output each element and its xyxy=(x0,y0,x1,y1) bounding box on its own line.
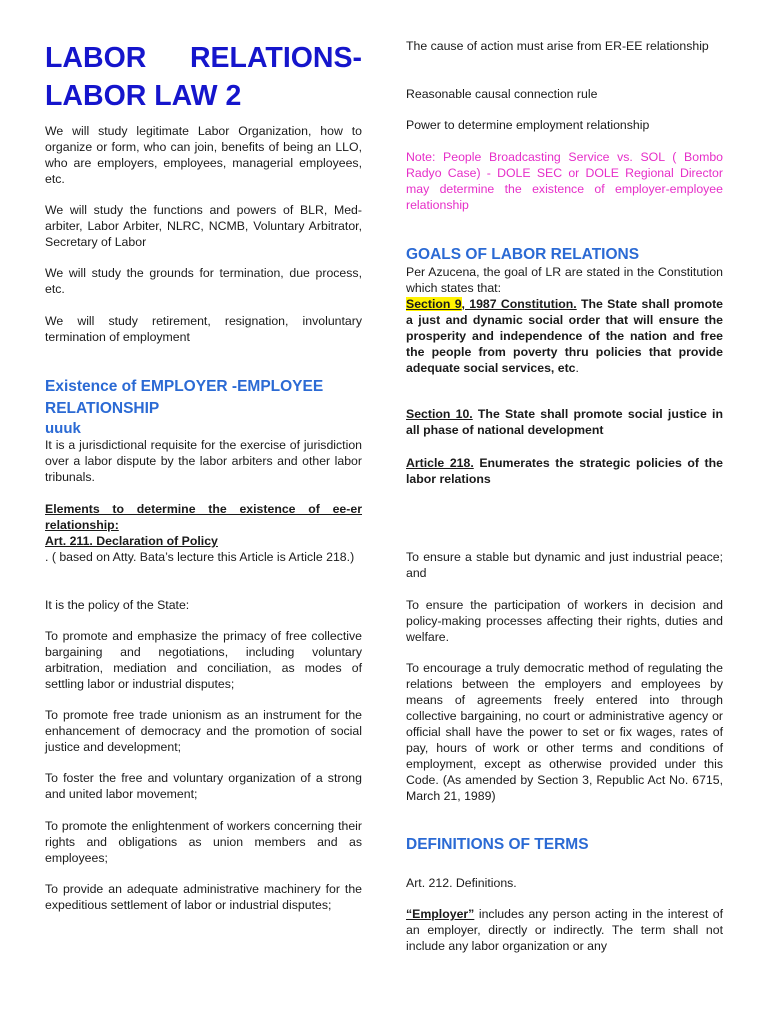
section-9-end: . xyxy=(575,361,579,375)
right-policy-2: To ensure the participation of workers in decision and policy-making processes affecting their rights, duties and welfare. xyxy=(406,598,723,644)
section-9-label: Section 9 xyxy=(406,297,462,311)
document-title xyxy=(45,39,362,115)
section-9-text: The State shall promote a just and dynamic social order that will ensure the prosperity and independence of the nation and free the people from poverty thru policies that provide adequate social services, etc xyxy=(406,297,724,375)
art-211-note: . ( based on Atty. Bata’s lecture this Article is Article 218.) xyxy=(45,550,355,564)
causal-connection-rule: Reasonable causal connection rule xyxy=(406,87,598,101)
left-policy-5: To provide an adequate administrative machinery for the expeditious settlement of labor or industrial disputes; xyxy=(45,882,362,912)
article-218-text: Enumerates the strategic policies of the labor relations xyxy=(406,456,723,486)
employer-definition xyxy=(406,906,723,954)
elements-heading: Elements to determine the existence of ee-er relationship: xyxy=(45,502,362,532)
right-policy-1: To ensure a stable but dynamic and just industrial peace; and xyxy=(406,550,723,580)
note-bombo-radyo: Note: People Broadcasting Service vs. SOL ( Bombo Radyo Case) - DOLE SEC or DOLE Regional Director may determine the existence of employer-employee relationship xyxy=(406,150,723,212)
section-9-suffix: , 1987 Constitution. xyxy=(461,297,577,311)
intro-paragraph-2: We will study the functions and powers of BLR, Med-arbiter, Labor Arbiter, NLRC, NCMB, Voluntary Arbitrator, Secretary of Labor xyxy=(45,203,362,249)
heading-existence: Existence of EMPLOYER -EMPLOYEE RELATIONSHIP xyxy=(45,378,324,417)
title-line-2: LABOR LAW 2 xyxy=(45,80,242,112)
employer-text: includes any person acting in the interest of an employer, directly or indirectly. The term shall not include any labor organization or any xyxy=(406,907,723,953)
section-10-paragraph xyxy=(406,406,723,438)
section-10-label: Section 10. xyxy=(406,407,473,421)
heading-definitions: DEFINITIONS OF TERMS xyxy=(406,836,589,853)
intro-paragraph-3: We will study the grounds for termination, due process, etc. xyxy=(45,266,362,296)
heading-uuuk: uuuk xyxy=(45,420,81,437)
intro-paragraph-1: We will study legitimate Labor Organization, how to organize or form, who can join, benefits of being an LLO, who are employers, employees, managerial employees, etc. xyxy=(45,124,362,186)
art-211-heading: Art. 211. Declaration of Policy xyxy=(45,534,218,548)
left-policy-1: To promote and emphasize the primacy of free collective bargaining and negotiations, including voluntary arbitration, mediation and conciliation, as modes of settling labor or industrial disputes; xyxy=(45,629,362,691)
section-9-paragraph xyxy=(406,296,723,376)
right-policy-3: To encourage a truly democratic method of regulating the relations between the employers and employees by means of agreements freely entered into through collective bargaining, no court or administrative agency or official shall have the power to set or fix wages, rates of pay, hours of work or other terms and conditions of employment, except as otherwise provided under this Code. (As amended by Section 3, Republic Act No. 6715, March 21, 1989) xyxy=(406,661,723,803)
heading-goals: GOALS OF LABOR RELATIONS xyxy=(406,246,640,263)
article-218-paragraph xyxy=(406,455,723,487)
policy-intro: It is the policy of the State: xyxy=(45,598,190,612)
jurisdiction-paragraph: It is a jurisdictional requisite for the exercise of jurisdiction over a labor dispute by the labor arbiters and other labor tribunals. xyxy=(45,438,362,484)
power-to-determine: Power to determine employment relationship xyxy=(406,118,650,132)
left-policy-2: To promote free trade unionism as an instrument for the enhancement of democracy and the promotion of social justice and development; xyxy=(45,708,362,754)
art-212-definitions: Art. 212. Definitions. xyxy=(406,876,517,890)
employer-label: “Employer” xyxy=(406,907,475,921)
title-word-labor: LABOR xyxy=(45,42,147,74)
article-218-label: Article 218. xyxy=(406,456,474,470)
intro-paragraph-4: We will study retirement, resignation, involuntary termination of employment xyxy=(45,314,362,344)
section-10-text: The State shall promote social justice in all phase of national development xyxy=(406,407,723,437)
title-word-relations: RELATIONS- xyxy=(189,42,362,74)
left-policy-4: To promote the enlightenment of workers concerning their rights and obligations as union members and as employees; xyxy=(45,819,362,865)
azucena-paragraph: Per Azucena, the goal of LR are stated in the Constitution which states that: xyxy=(406,265,723,295)
cause-of-action: The cause of action must arise from ER-EE relationship xyxy=(406,39,709,53)
left-policy-3: To foster the free and voluntary organization of a strong and united labor movement; xyxy=(45,771,362,801)
